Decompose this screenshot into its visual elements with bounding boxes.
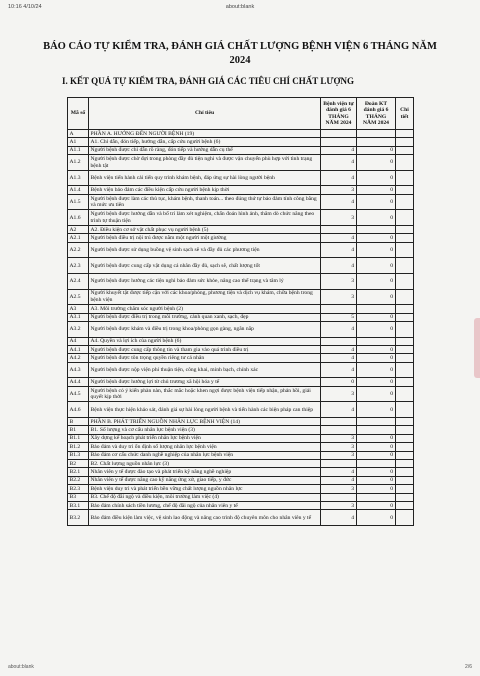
criterion-code: A4.5 bbox=[68, 386, 89, 402]
self-score: 3 bbox=[321, 485, 357, 493]
inspection-score: 0 bbox=[357, 468, 396, 476]
self-score: 4 bbox=[321, 346, 357, 354]
inspection-score: 0 bbox=[357, 274, 396, 290]
table-row bbox=[68, 210, 414, 226]
detail-cell bbox=[396, 346, 414, 354]
inspection-score: 0 bbox=[357, 155, 396, 171]
inspection-score: 0 bbox=[357, 378, 396, 386]
detail-cell bbox=[396, 170, 414, 186]
inspection-score: 0 bbox=[357, 485, 396, 493]
inspection-score bbox=[357, 460, 396, 468]
detail-cell bbox=[396, 313, 414, 321]
self-score: 3 bbox=[321, 434, 357, 442]
table-row bbox=[68, 194, 414, 210]
self-score: 4 bbox=[321, 468, 357, 476]
table-row bbox=[68, 138, 414, 146]
detail-cell bbox=[396, 289, 414, 305]
detail-cell bbox=[396, 322, 414, 338]
inspection-score: 0 bbox=[357, 242, 396, 258]
inspection-score: 0 bbox=[357, 234, 396, 242]
self-score: 3 bbox=[321, 274, 357, 290]
self-score: 3 bbox=[321, 502, 357, 510]
criterion-code: B1.2 bbox=[68, 443, 89, 451]
table-row bbox=[68, 170, 414, 186]
table-row bbox=[68, 234, 414, 242]
criterion-code: A bbox=[68, 130, 89, 138]
quality-criteria-table bbox=[67, 97, 414, 526]
self-score: 4 bbox=[321, 354, 357, 362]
criterion-code: A4.6 bbox=[68, 402, 89, 418]
self-score: 3 bbox=[321, 186, 357, 194]
inspection-score bbox=[357, 226, 396, 234]
table-row bbox=[68, 274, 414, 290]
criterion-code: A2.1 bbox=[68, 234, 89, 242]
detail-cell bbox=[396, 426, 414, 434]
criterion-text: Người bệnh có ý kiến phàn nàn, thắc mắc hoặc khen ngợi được bệnh viện tiếp nhận, phản hồi, giải quyết kịp thời bbox=[89, 386, 321, 402]
criterion-text: Xây dựng kế hoạch phát triển nhân lực bệnh viện bbox=[89, 434, 321, 442]
detail-cell bbox=[396, 226, 414, 234]
criterion-text: B2. Chất lượng nguồn nhân lực (3) bbox=[89, 460, 321, 468]
table-row bbox=[68, 468, 414, 476]
inspection-score: 0 bbox=[357, 502, 396, 510]
criterion-code: A3.2 bbox=[68, 322, 89, 338]
table-header-row bbox=[68, 98, 414, 130]
criterion-code: B2 bbox=[68, 460, 89, 468]
detail-cell bbox=[396, 443, 414, 451]
self-score bbox=[321, 226, 357, 234]
criterion-text: Người khuyết tật được tiếp cận với các khoa/phòng, phương tiện và dịch vụ khám, chữa bệnh trong bệnh viện bbox=[89, 289, 321, 305]
inspection-score bbox=[357, 305, 396, 313]
criterion-code: A4.1 bbox=[68, 346, 89, 354]
table-row bbox=[68, 418, 414, 426]
detail-cell bbox=[396, 460, 414, 468]
criterion-code: A4.4 bbox=[68, 378, 89, 386]
criterion-code: B3 bbox=[68, 493, 89, 501]
self-score: 0 bbox=[321, 378, 357, 386]
table-row bbox=[68, 354, 414, 362]
inspection-score: 0 bbox=[357, 402, 396, 418]
inspection-score: 0 bbox=[357, 510, 396, 526]
inspection-score: 0 bbox=[357, 194, 396, 210]
inspection-score: 0 bbox=[357, 186, 396, 194]
self-score bbox=[321, 138, 357, 146]
criterion-text: B3. Chế độ đãi ngộ và điều kiện, môi trường làm việc (4) bbox=[89, 493, 321, 501]
criterion-text: Người bệnh được khám và điều trị trong khoa/phòng gọn gàng, ngăn nắp bbox=[89, 322, 321, 338]
criterion-text: Bảo đảm cơ cấu chức danh nghề nghiệp của nhân lực bệnh viện bbox=[89, 451, 321, 459]
table-row bbox=[68, 305, 414, 313]
detail-cell bbox=[396, 258, 414, 274]
criterion-text: A4. Quyền và lợi ích của người bệnh (6) bbox=[89, 337, 321, 345]
criterion-code: A3.1 bbox=[68, 313, 89, 321]
table-row bbox=[68, 242, 414, 258]
detail-cell bbox=[396, 493, 414, 501]
criterion-text: Người bệnh được hưởng các tiện nghi bảo đảm sức khỏe, nâng cao thể trạng và tâm lý bbox=[89, 274, 321, 290]
inspection-score: 0 bbox=[357, 346, 396, 354]
criterion-text: A2. Điều kiện cơ sở vật chất phục vụ người bệnh (5) bbox=[89, 226, 321, 234]
inspection-score: 0 bbox=[357, 322, 396, 338]
detail-cell bbox=[396, 305, 414, 313]
page-number: 2/6 bbox=[465, 664, 472, 670]
col-header-detail: Chi tiết bbox=[396, 98, 414, 130]
criterion-code: A2 bbox=[68, 226, 89, 234]
self-score bbox=[321, 337, 357, 345]
criterion-text: Người bệnh được hưởng lợi từ chủ trương xã hội hóa y tế bbox=[89, 378, 321, 386]
table-body bbox=[68, 130, 414, 526]
detail-cell bbox=[396, 485, 414, 493]
self-score: 5 bbox=[321, 313, 357, 321]
table-row bbox=[68, 155, 414, 171]
criterion-code: A1 bbox=[68, 138, 89, 146]
self-score: 4 bbox=[321, 510, 357, 526]
detail-cell bbox=[396, 476, 414, 484]
self-score: 4 bbox=[321, 155, 357, 171]
col-header-inspection-score: Đoàn KT đánh giá 6 THÁNG NĂM 2024 bbox=[357, 98, 396, 130]
criterion-text: Người bệnh được sử dụng buồng vệ sinh sạch sẽ và đầy đủ các phương tiện bbox=[89, 242, 321, 258]
inspection-score: 0 bbox=[357, 289, 396, 305]
browser-print-footer bbox=[8, 664, 472, 672]
self-score: 4 bbox=[321, 476, 357, 484]
col-header-criteria: Chỉ tiêu bbox=[89, 98, 321, 130]
criterion-text: Người bệnh được chờ đợi trong phòng đầy đủ tiện nghi và được vận chuyển phù hợp với tình trạng bệnh tật bbox=[89, 155, 321, 171]
table-row bbox=[68, 346, 414, 354]
detail-cell bbox=[396, 242, 414, 258]
self-score: 4 bbox=[321, 322, 357, 338]
self-score: 4 bbox=[321, 170, 357, 186]
red-stamp-edge bbox=[474, 318, 480, 378]
col-header-code: Mã số bbox=[68, 98, 89, 130]
inspection-score: 0 bbox=[357, 210, 396, 226]
criterion-text: B1. Số lượng và cơ cấu nhân lực bệnh viện (3) bbox=[89, 426, 321, 434]
self-score: 3 bbox=[321, 210, 357, 226]
criterion-text: Bệnh viện bảo đảm các điều kiện cấp cứu người bệnh kịp thời bbox=[89, 186, 321, 194]
criterion-text: Bệnh viện duy trì và phát triển bền vững chất lượng nguồn nhân lực bbox=[89, 485, 321, 493]
self-score: 4 bbox=[321, 258, 357, 274]
criterion-text: Bệnh viện tiến hành cải tiến quy trình khám bệnh, đáp ứng sự hài lòng người bệnh bbox=[89, 170, 321, 186]
criterion-code: A4.2 bbox=[68, 354, 89, 362]
detail-cell bbox=[396, 234, 414, 242]
criterion-text: Bảo đảm chính sách tiền lương, chế độ đãi ngộ của nhân viên y tế bbox=[89, 502, 321, 510]
criterion-code: B1 bbox=[68, 426, 89, 434]
criterion-text: Bảo đảm và duy trì ổn định số lượng nhân lực bệnh viện bbox=[89, 443, 321, 451]
table-row bbox=[68, 258, 414, 274]
inspection-score bbox=[357, 138, 396, 146]
criterion-text: PHẦN A. HƯỚNG ĐẾN NGƯỜI BỆNH (19) bbox=[89, 130, 321, 138]
inspection-score: 0 bbox=[357, 313, 396, 321]
detail-cell bbox=[396, 402, 414, 418]
detail-cell bbox=[396, 155, 414, 171]
criterion-code: A1.5 bbox=[68, 194, 89, 210]
self-score bbox=[321, 426, 357, 434]
self-score: 4 bbox=[321, 242, 357, 258]
detail-cell bbox=[396, 510, 414, 526]
inspection-score: 0 bbox=[357, 434, 396, 442]
criterion-code: A2.3 bbox=[68, 258, 89, 274]
inspection-score bbox=[357, 493, 396, 501]
table-row bbox=[68, 434, 414, 442]
self-score bbox=[321, 130, 357, 138]
table-row bbox=[68, 313, 414, 321]
inspection-score: 0 bbox=[357, 170, 396, 186]
self-score: 4 bbox=[321, 234, 357, 242]
table-row bbox=[68, 130, 414, 138]
detail-cell bbox=[396, 186, 414, 194]
detail-cell bbox=[396, 451, 414, 459]
table-row bbox=[68, 426, 414, 434]
browser-print-header bbox=[8, 4, 472, 14]
self-score bbox=[321, 460, 357, 468]
criterion-text: Người bệnh được nộp viện phí thuận tiện, công khai, minh bạch, chính xác bbox=[89, 362, 321, 378]
table-row bbox=[68, 451, 414, 459]
inspection-score: 0 bbox=[357, 354, 396, 362]
detail-cell bbox=[396, 378, 414, 386]
self-score: 3 bbox=[321, 386, 357, 402]
detail-cell bbox=[396, 418, 414, 426]
col-header-self-score: Bệnh viện tự đánh giá 6 THÁNG NĂM 2024 bbox=[321, 98, 357, 130]
criterion-code: A2.4 bbox=[68, 274, 89, 290]
print-url: about:blank bbox=[225, 4, 255, 10]
criterion-text: Nhân viên y tế được đào tạo và phát triển kỹ năng nghề nghiệp bbox=[89, 468, 321, 476]
criterion-text: Người bệnh được hướng dẫn và bố trí làm xét nghiệm, chẩn đoán hình ảnh, thăm dò chức năng theo trình tự thuận tiện bbox=[89, 210, 321, 226]
inspection-score bbox=[357, 426, 396, 434]
detail-cell bbox=[396, 434, 414, 442]
table-row bbox=[68, 226, 414, 234]
table-row bbox=[68, 337, 414, 345]
inspection-score: 0 bbox=[357, 362, 396, 378]
criterion-text: Người bệnh được làm các thủ tục, khám bệnh, thanh toán... theo đúng thứ tự bảo đảm tính công bằng và mức ưu tiên bbox=[89, 194, 321, 210]
table-row bbox=[68, 402, 414, 418]
inspection-score: 0 bbox=[357, 451, 396, 459]
criterion-text: A3. Môi trường chăm sóc người bệnh (2) bbox=[89, 305, 321, 313]
criterion-code: A4 bbox=[68, 337, 89, 345]
table-row bbox=[68, 378, 414, 386]
detail-cell bbox=[396, 138, 414, 146]
report-title: BÁO CÁO TỰ KIỂM TRA, ĐÁNH GIÁ CHẤT LƯỢNG BỆNH VIỆN 6 THÁNG NĂM 2024 bbox=[43, 41, 437, 66]
self-score: 4 bbox=[321, 194, 357, 210]
criterion-code: A1.4 bbox=[68, 186, 89, 194]
criterion-code: B2.1 bbox=[68, 468, 89, 476]
detail-cell bbox=[396, 130, 414, 138]
detail-cell bbox=[396, 354, 414, 362]
criterion-text: Người bệnh được chỉ dẫn rõ ràng, đón tiếp và hướng dẫn cụ thể bbox=[89, 146, 321, 154]
criterion-code: B1.1 bbox=[68, 434, 89, 442]
table-row bbox=[68, 146, 414, 154]
table-row bbox=[68, 362, 414, 378]
self-score: 3 bbox=[321, 443, 357, 451]
self-score bbox=[321, 493, 357, 501]
inspection-score: 0 bbox=[357, 258, 396, 274]
criterion-text: Người bệnh điều trị nội trú được nằm một người một giường bbox=[89, 234, 321, 242]
criterion-code: A2.2 bbox=[68, 242, 89, 258]
self-score bbox=[321, 305, 357, 313]
criterion-text: Người bệnh được cung cấp thông tin và tham gia vào quá trình điều trị bbox=[89, 346, 321, 354]
table-row bbox=[68, 460, 414, 468]
table-row bbox=[68, 322, 414, 338]
table-row bbox=[68, 386, 414, 402]
criterion-code: A1.3 bbox=[68, 170, 89, 186]
table-row bbox=[68, 443, 414, 451]
criterion-code: A1.2 bbox=[68, 155, 89, 171]
criterion-code: B3.2 bbox=[68, 510, 89, 526]
criterion-code: B bbox=[68, 418, 89, 426]
detail-cell bbox=[396, 386, 414, 402]
criterion-text: Nhân viên y tế được nâng cao kỹ năng ứng xử, giao tiếp, y đức bbox=[89, 476, 321, 484]
criterion-text: Bảo đảm điều kiện làm việc, vệ sinh lao động và nâng cao trình độ chuyên môn cho nhân viên y tế bbox=[89, 510, 321, 526]
criterion-code: A2.5 bbox=[68, 289, 89, 305]
detail-cell bbox=[396, 362, 414, 378]
criterion-code: B2.2 bbox=[68, 476, 89, 484]
self-score: 3 bbox=[321, 451, 357, 459]
detail-cell bbox=[396, 210, 414, 226]
criterion-code: A4.3 bbox=[68, 362, 89, 378]
detail-cell bbox=[396, 146, 414, 154]
table-row bbox=[68, 502, 414, 510]
criterion-code: A1.6 bbox=[68, 210, 89, 226]
table-row bbox=[68, 493, 414, 501]
detail-cell bbox=[396, 502, 414, 510]
inspection-score bbox=[357, 130, 396, 138]
detail-cell bbox=[396, 274, 414, 290]
print-timestamp: 10:16 4/10/24 bbox=[8, 4, 42, 10]
inspection-score: 0 bbox=[357, 386, 396, 402]
footer-url: about:blank bbox=[8, 664, 34, 670]
self-score bbox=[321, 418, 357, 426]
criterion-code: B2.3 bbox=[68, 485, 89, 493]
detail-cell bbox=[396, 337, 414, 345]
criterion-text: Người bệnh được điều trị trong môi trường, cảnh quan xanh, sạch, đẹp bbox=[89, 313, 321, 321]
table-row bbox=[68, 485, 414, 493]
criterion-code: B3.1 bbox=[68, 502, 89, 510]
table-row bbox=[68, 510, 414, 526]
criterion-text: A1. Chỉ dẫn, đón tiếp, hướng dẫn, cấp cứu người bệnh (6) bbox=[89, 138, 321, 146]
self-score: 4 bbox=[321, 146, 357, 154]
criterion-text: PHẦN B. PHÁT TRIỂN NGUỒN NHÂN LỰC BỆNH VIỆN (14) bbox=[89, 418, 321, 426]
inspection-score: 0 bbox=[357, 443, 396, 451]
criterion-code: B1.3 bbox=[68, 451, 89, 459]
detail-cell bbox=[396, 194, 414, 210]
criterion-code: A3 bbox=[68, 305, 89, 313]
inspection-score bbox=[357, 418, 396, 426]
criterion-code: A1.1 bbox=[68, 146, 89, 154]
inspection-score: 0 bbox=[357, 476, 396, 484]
self-score: 4 bbox=[321, 362, 357, 378]
self-score: 4 bbox=[321, 402, 357, 418]
table-row bbox=[68, 476, 414, 484]
inspection-score bbox=[357, 337, 396, 345]
inspection-score: 0 bbox=[357, 146, 396, 154]
self-score: 3 bbox=[321, 289, 357, 305]
criterion-text: Người bệnh được tôn trọng quyền riêng tư cá nhân bbox=[89, 354, 321, 362]
table-row bbox=[68, 186, 414, 194]
section-heading: I. KẾT QUẢ TỰ KIỂM TRA, ĐÁNH GIÁ CÁC TIÊU CHÍ CHẤT LƯỢNG bbox=[62, 76, 355, 86]
table-row bbox=[68, 289, 414, 305]
criterion-text: Bệnh viện thực hiện khảo sát, đánh giá sự hài lòng người bệnh và tiến hành các biện pháp can thiệp bbox=[89, 402, 321, 418]
criterion-text: Người bệnh được cung cấp vật dụng cá nhân đầy đủ, sạch sẽ, chất lượng tốt bbox=[89, 258, 321, 274]
detail-cell bbox=[396, 468, 414, 476]
